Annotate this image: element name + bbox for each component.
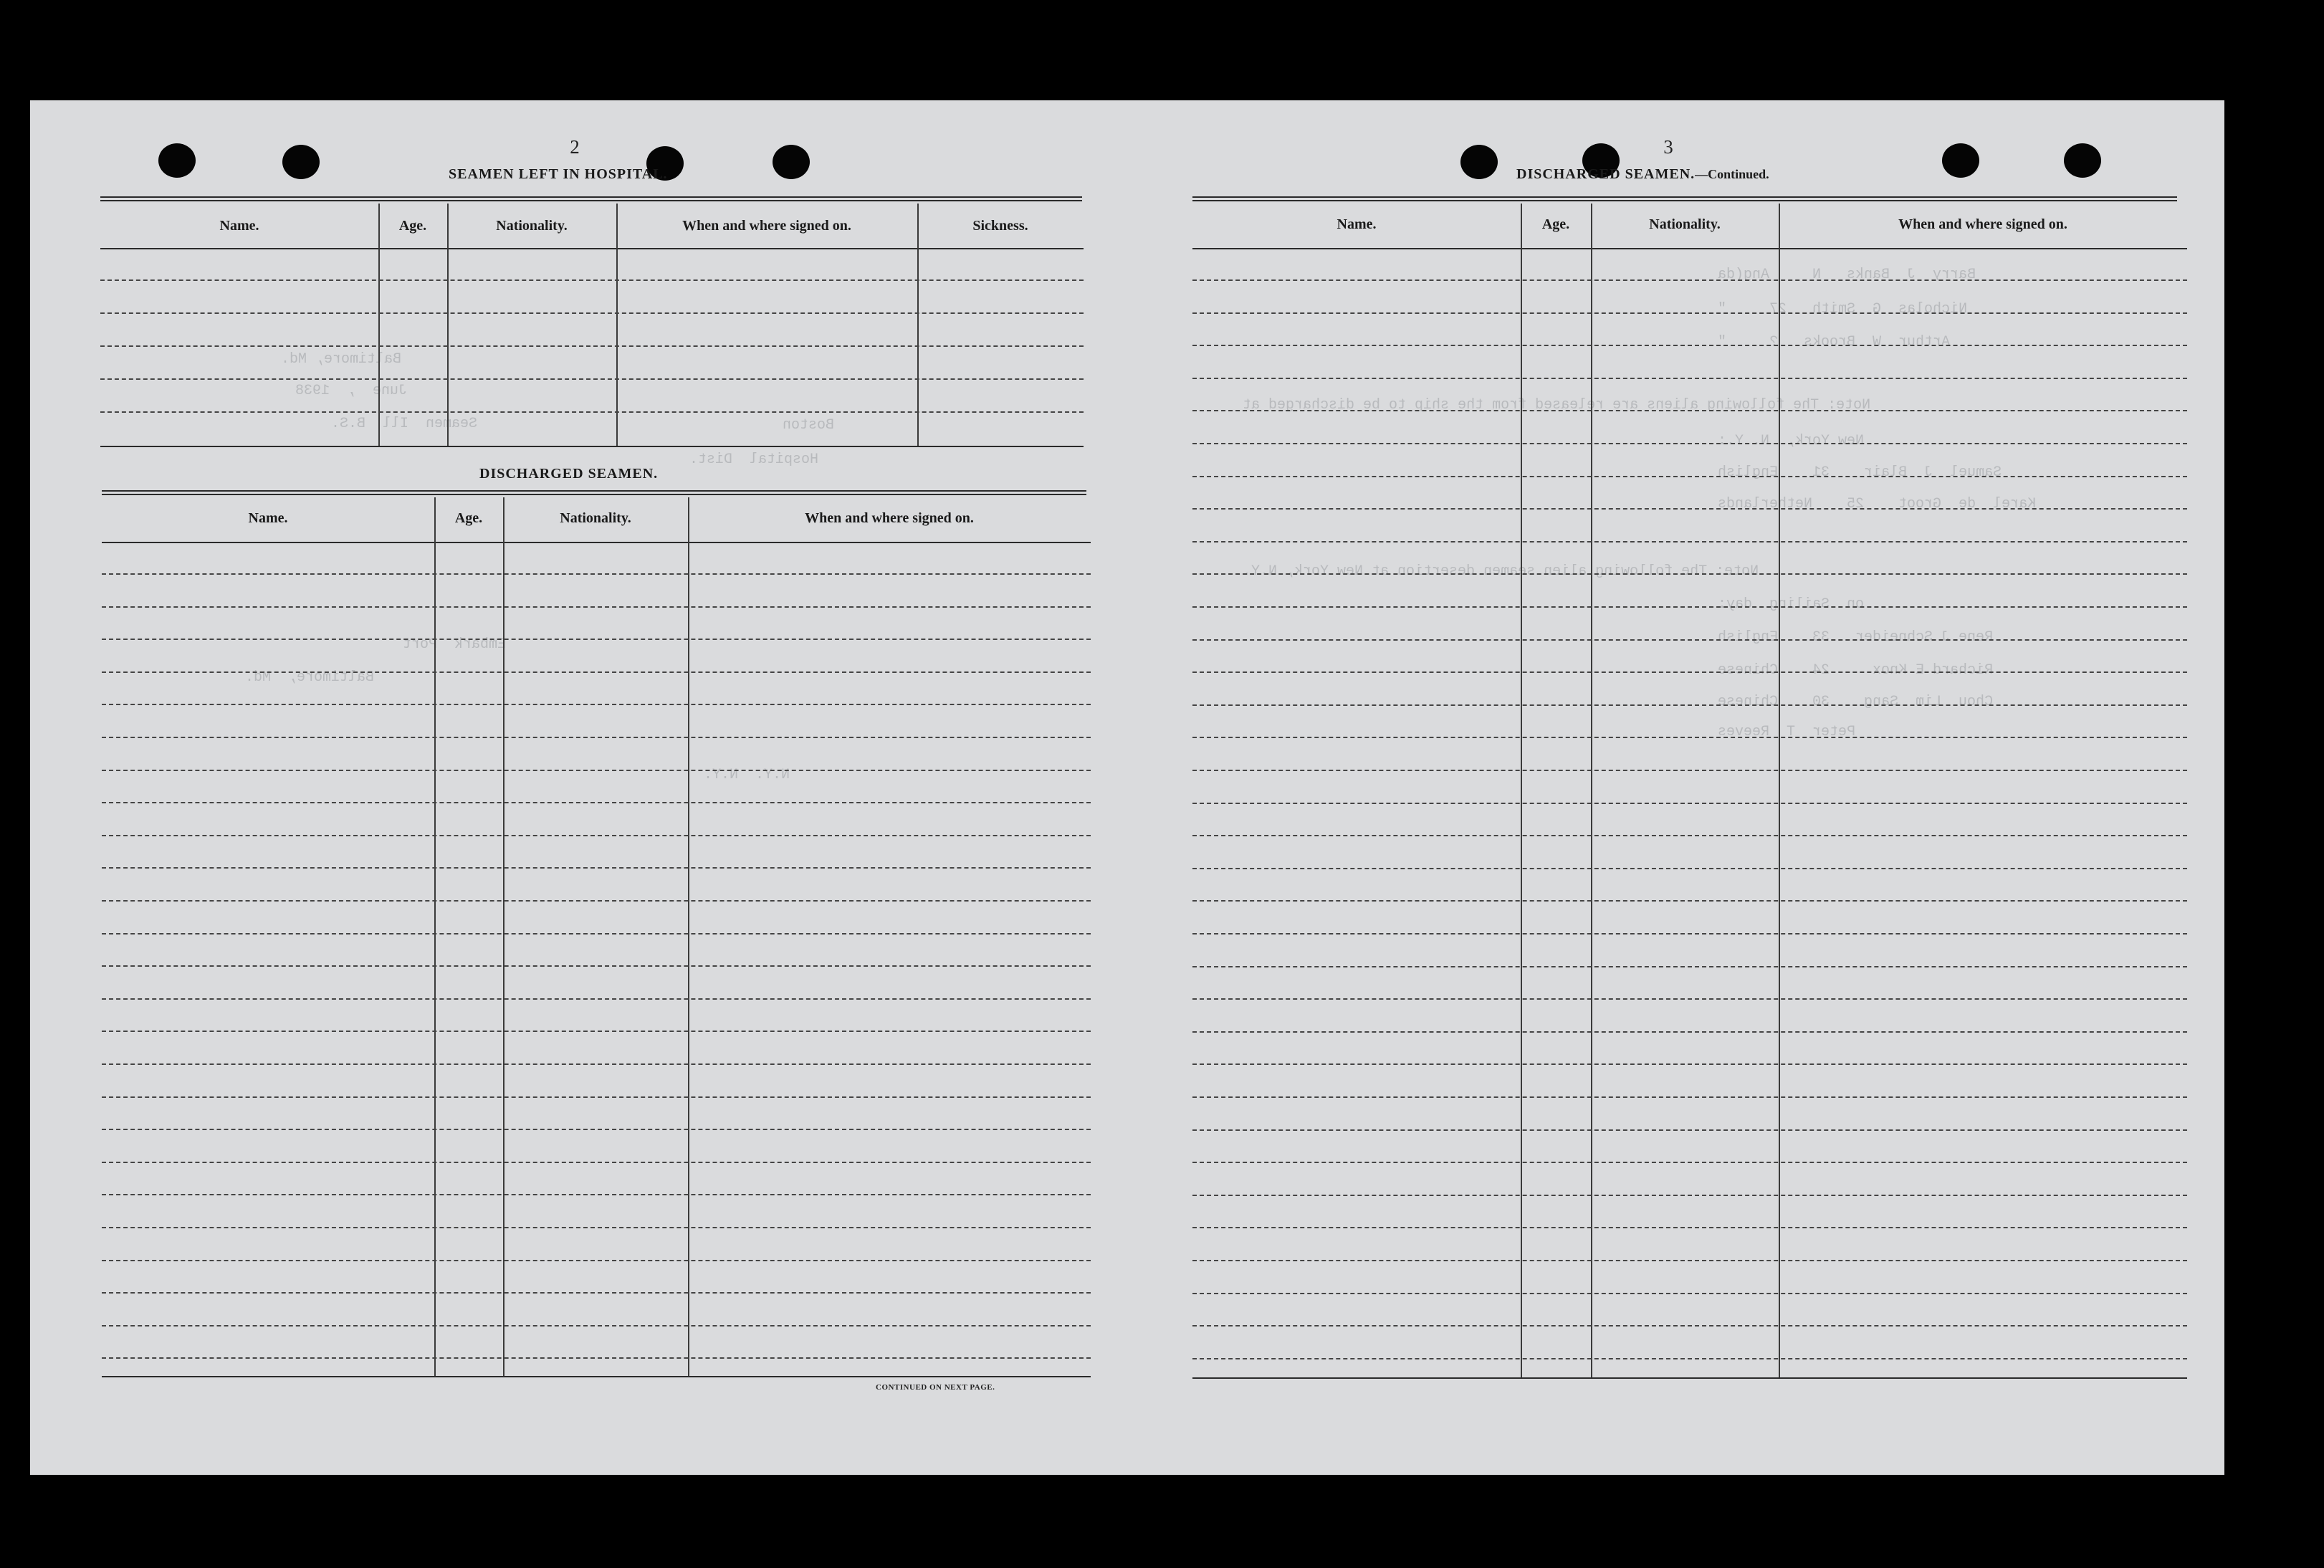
- section-title-text: DISCHARGED SEAMEN.: [1516, 166, 1696, 182]
- table-row: [1192, 1195, 2187, 1196]
- table-row: [102, 573, 1091, 575]
- column-header-age: Age.: [454, 510, 483, 526]
- discharged-continued-title: [1516, 166, 1769, 183]
- punch-hole: [282, 145, 320, 179]
- table-bottom-rule: [1192, 1377, 2187, 1379]
- ledger-spread: Barry J Banks N Ang(da Nicholas G Smith 27 " Arthur W Brooks ? " Note: The following aliens are released from the ship to be discharged at New York, N. Y.: Samuel J Blair 31 English Karel de Groot 25 Netherlands Note: The following alien seamen desertion at New York, N.Y. on Sailing day: Rene J Schneider 33 English Richard E Knox 24 Chinese Chou Lim Sang 30 Chinese Peter T Reeves Baltimore, Md. June , 1938 Seamen Ill B.S. Boston Hospital Dist. Embark Port Baltimore, Md. N.Y. N.Y. 2 SEAMEN LEFT IN HOSPITAL. Name. Age. Nationality. When and where signed on. Sickness. DISCHARGED SEAMEN. Name. Age. Nationality. When and where signed on. CONTINUED ON NEXT PAGE. 3 DISCHARGED SEAMEN.—Continued. Name. Age. Nationality. When and where signed on.: [30, 100, 2224, 1475]
- table-row: [102, 802, 1091, 803]
- column-header-nationality: Nationality.: [1649, 216, 1721, 232]
- column-header-sickness: Sickness.: [972, 218, 1028, 234]
- column-divider: [503, 497, 505, 1377]
- table-row: [1192, 410, 2187, 411]
- title-rule: [1192, 196, 2177, 201]
- column-header-name: Name.: [219, 218, 259, 234]
- table-row: [102, 606, 1091, 608]
- punch-hole: [1942, 143, 1979, 178]
- discharged-table-right: [1192, 204, 2187, 1379]
- table-row: [1192, 541, 2187, 542]
- table-row: [102, 1031, 1091, 1032]
- table-row: [1192, 312, 2187, 314]
- table-row: [102, 998, 1091, 1000]
- discharged-section-title: DISCHARGED SEAMEN.: [479, 466, 659, 482]
- table-row: [102, 1129, 1091, 1130]
- table-bottom-rule: [100, 446, 1084, 447]
- table-row: [1192, 573, 2187, 575]
- table-row: [102, 933, 1091, 934]
- punch-hole: [773, 145, 810, 179]
- table-row: [1192, 1358, 2187, 1359]
- table-row: [1192, 803, 2187, 804]
- column-divider: [688, 497, 689, 1377]
- table-row: [102, 704, 1091, 705]
- table-row: [102, 835, 1091, 836]
- table-row: [1192, 1293, 2187, 1294]
- punch-hole: [158, 143, 196, 178]
- table-row: [1192, 1129, 2187, 1131]
- column-divider: [434, 497, 436, 1377]
- table-row: [1192, 966, 2187, 967]
- table-row: [1192, 704, 2187, 706]
- table-row: [1192, 1031, 2187, 1033]
- table-row: [102, 1325, 1091, 1326]
- table-row: [102, 1194, 1091, 1195]
- table-row: [1192, 606, 2187, 608]
- table-row: [1192, 1227, 2187, 1228]
- table-row: [102, 770, 1091, 771]
- page-number: 3: [1663, 136, 1673, 158]
- table-row: [1192, 868, 2187, 869]
- title-rule: [100, 196, 1082, 201]
- column-header-signed-on: When and where signed on.: [805, 510, 974, 526]
- table-row: [1192, 378, 2187, 379]
- discharged-table-left: [102, 497, 1091, 1377]
- table-row: [1192, 508, 2187, 510]
- continued-suffix: —Continued.: [1695, 167, 1769, 181]
- column-divider: [447, 204, 449, 447]
- table-row: [102, 1357, 1091, 1359]
- table-row: [1192, 1063, 2187, 1065]
- column-header-signed-on: When and where signed on.: [1898, 216, 2067, 232]
- column-divider: [378, 204, 380, 447]
- table-row: [102, 900, 1091, 902]
- table-row: [1192, 1260, 2187, 1261]
- table-row: [1192, 835, 2187, 836]
- table-row: [100, 279, 1084, 281]
- table-row: [1192, 1162, 2187, 1163]
- table-row: [102, 671, 1091, 673]
- table-row: [1192, 639, 2187, 641]
- punch-hole: [1460, 145, 1498, 179]
- table-row: [102, 1096, 1091, 1098]
- hospital-section-title: SEAMEN LEFT IN HOSPITAL.: [449, 166, 668, 182]
- table-row: [1192, 443, 2187, 444]
- table-row: [102, 867, 1091, 869]
- table-row: [1192, 900, 2187, 902]
- column-header-nationality: Nationality.: [496, 218, 568, 234]
- table-row: [102, 965, 1091, 967]
- table-row: [1192, 671, 2187, 673]
- hospital-table: [100, 204, 1084, 447]
- table-row: [1192, 737, 2187, 738]
- column-header-name: Name.: [1336, 216, 1377, 232]
- table-row: [100, 411, 1084, 413]
- column-divider: [917, 204, 919, 447]
- table-row: [102, 1292, 1091, 1294]
- table-row: [1192, 476, 2187, 477]
- table-row: [1192, 345, 2187, 346]
- table-row: [100, 312, 1084, 314]
- column-header-signed-on: When and where signed on.: [682, 218, 851, 234]
- table-row: [102, 737, 1091, 738]
- table-row: [102, 639, 1091, 640]
- table-row: [1192, 933, 2187, 934]
- continued-note: CONTINUED ON NEXT PAGE.: [876, 1383, 995, 1392]
- table-row: [1192, 1096, 2187, 1098]
- column-header-age: Age.: [1541, 216, 1570, 232]
- table-row: [102, 1260, 1091, 1261]
- table-row: [102, 1162, 1091, 1163]
- page-number: 2: [570, 136, 580, 158]
- table-row: [1192, 998, 2187, 1000]
- table-row: [100, 378, 1084, 380]
- table-row: [1192, 770, 2187, 771]
- column-divider: [1591, 204, 1592, 1379]
- column-header-age: Age.: [398, 218, 427, 234]
- table-row: [100, 345, 1084, 347]
- table-bottom-rule: [102, 1376, 1091, 1377]
- column-header-name: Name.: [248, 510, 288, 526]
- column-divider: [1521, 204, 1522, 1379]
- column-divider: [1779, 204, 1780, 1379]
- table-row: [1192, 1325, 2187, 1326]
- table-row: [1192, 279, 2187, 281]
- punch-hole: [2064, 143, 2101, 178]
- column-divider: [616, 204, 618, 447]
- title-rule: [102, 490, 1086, 495]
- table-row: [102, 1063, 1091, 1065]
- table-row: [102, 1227, 1091, 1228]
- column-header-nationality: Nationality.: [560, 510, 631, 526]
